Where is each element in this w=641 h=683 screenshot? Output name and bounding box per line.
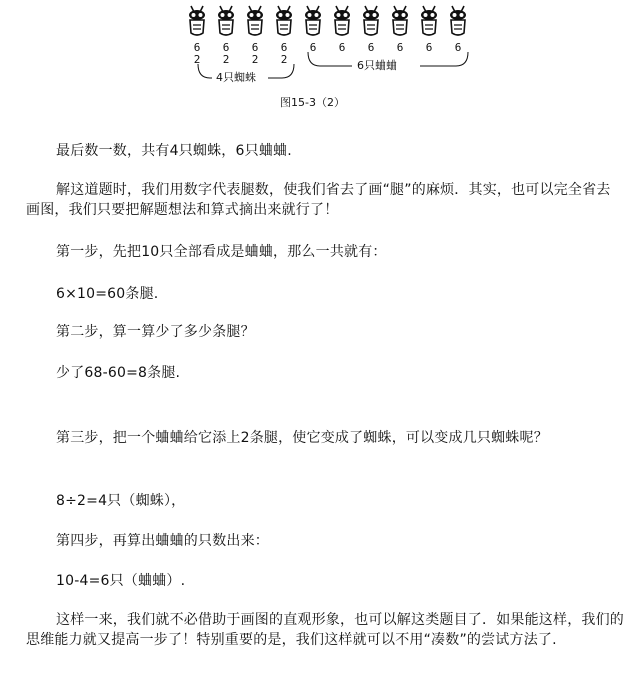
paragraph-8: 8÷2=4只（蜘蛛）， — [56, 493, 186, 509]
leg-count: 6 — [338, 41, 346, 54]
cricket-icon — [302, 4, 324, 38]
paragraph-6: 少了68-60=8条腿. — [56, 365, 181, 381]
leg-count: 6 — [222, 41, 230, 54]
spider-count-label: 4只蜘蛛 — [216, 71, 256, 84]
spider-icon — [273, 4, 295, 38]
figure-caption: 图15-3（2） — [280, 96, 345, 109]
paragraph-2: 解这道题时，我们用数字代表腿数，使我们省去了画“腿”的麻烦．其实，也可以完全省去画图，我们只要把解题想法和算式摘出来就行了！ — [26, 182, 611, 218]
leg-count: 6 — [454, 41, 462, 54]
figure — [0, 0, 641, 120]
paragraph-5: 第二步，算一算少了多少条腿？ — [56, 324, 255, 340]
cricket-icon — [389, 4, 411, 38]
paragraph-9: 第四步，再算出蛐蛐的只数出来： — [56, 533, 269, 549]
leg-count: 6 — [425, 41, 433, 54]
leg-count: 6 — [367, 41, 375, 54]
added-leg-count: 2 — [222, 53, 230, 66]
cricket-icon — [418, 4, 440, 38]
leg-count: 6 — [251, 41, 259, 54]
added-leg-count: 2 — [280, 53, 288, 66]
added-leg-count: 2 — [251, 53, 259, 66]
leg-count: 6 — [309, 41, 317, 54]
spider-icon — [215, 4, 237, 38]
paragraph-10: 10-4=6只（蛐蛐）. — [56, 573, 186, 589]
paragraph-4: 6×10=60条腿. — [56, 286, 159, 302]
cricket-icon — [447, 4, 469, 38]
spider-icon — [244, 4, 266, 38]
spider-icon — [186, 4, 208, 38]
paragraph-11: 这样一来，我们就不必借助于画图的直观形象，也可以解这类题目了．如果能这样，我们的思维能力就又提高一步了！特别重要的是，我们这样就可以不用“凑数”的尝试方法了. — [26, 612, 624, 648]
leg-count: 6 — [193, 41, 201, 54]
leg-count: 6 — [396, 41, 404, 54]
paragraph-3: 第一步，先把10只全部看成是蛐蛐，那么一共就有： — [56, 244, 387, 260]
added-leg-count: 2 — [193, 53, 201, 66]
paragraph-7: 第三步，把一个蛐蛐给它添上2条腿，使它变成了蜘蛛，可以变成几只蜘蛛呢？ — [56, 430, 548, 446]
cricket-count-label: 6只蛐蛐 — [357, 59, 397, 72]
paragraph-1: 最后数一数，共有4只蜘蛛，6只蛐蛐. — [56, 143, 292, 159]
leg-count: 6 — [280, 41, 288, 54]
cricket-icon — [331, 4, 353, 38]
cricket-icon — [360, 4, 382, 38]
